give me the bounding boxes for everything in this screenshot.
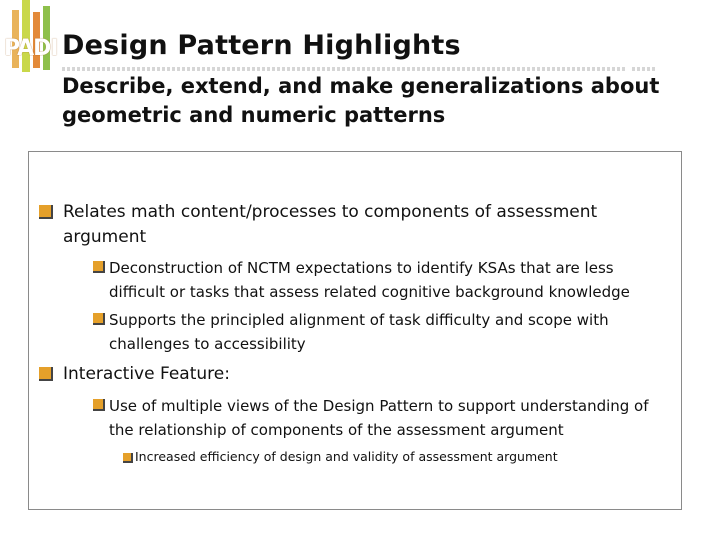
square-bullet-icon — [93, 261, 103, 271]
title-divider-end — [632, 67, 656, 71]
slide-subtitle: Describe, extend, and make generalizations about geometric and numeric patterns — [62, 74, 660, 127]
bullet-item — [123, 448, 673, 466]
bullet-text: Interactive Feature: — [63, 364, 230, 384]
padi-logo — [0, 0, 60, 80]
square-bullet-icon — [123, 453, 131, 461]
content-box — [28, 151, 682, 510]
title-divider — [62, 67, 627, 71]
square-bullet-icon — [93, 399, 103, 409]
slide-title: Design Pattern Highlights — [62, 30, 461, 61]
bullet-text: Relates math content/processes to components of assessment argument — [63, 202, 598, 247]
bullet-text: Increased efficiency of design and validity of assessment argument — [135, 449, 558, 464]
bullet-item — [39, 200, 669, 250]
square-bullet-icon — [39, 367, 51, 379]
logo-text: PADI — [4, 36, 58, 61]
bullet-item — [93, 394, 677, 442]
bullet-text: Use of multiple views of the Design Pattern to support understanding of the relationship of components of the assessment argument — [109, 397, 649, 439]
bullet-item — [93, 256, 673, 304]
bullet-item — [39, 362, 669, 387]
bullet-text: Supports the principled alignment of task difficulty and scope with challenges to accessibility — [109, 311, 609, 353]
bullet-item — [93, 308, 673, 356]
square-bullet-icon — [93, 313, 103, 323]
square-bullet-icon — [39, 205, 51, 217]
bullet-text: Deconstruction of NCTM expectations to identify KSAs that are less difficult or tasks that assess related cognitive background knowledge — [109, 259, 630, 301]
